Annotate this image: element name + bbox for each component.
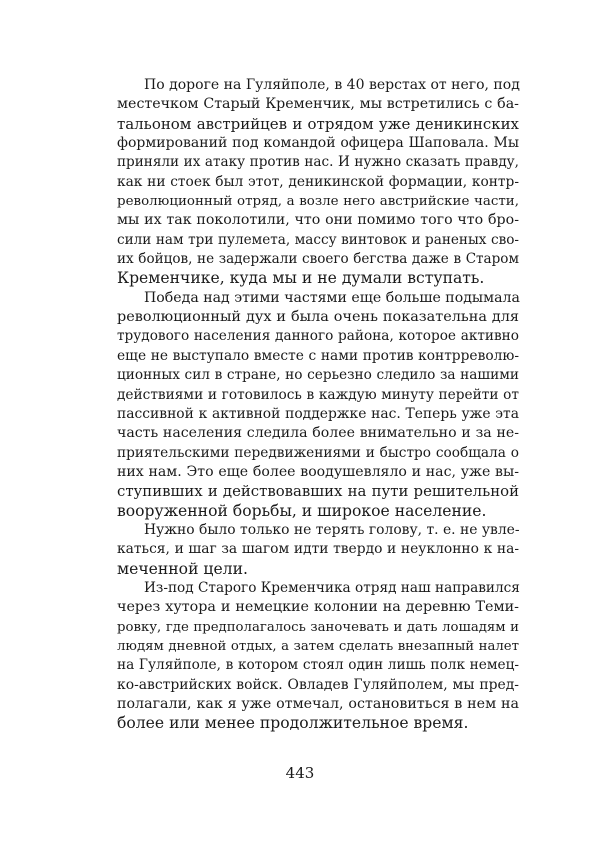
text-line: через хутора и немецкие колонии на деревню Теми-	[117, 599, 519, 616]
text-line: каться, и шаг за шагом идти твердо и неуклонно к на-	[117, 541, 519, 558]
paragraph-4	[117, 579, 519, 734]
text-line: мы их так поколотили, что они помимо того что бро-	[117, 212, 519, 229]
text-line: Нужно было только не терять голову, т. е. не увле-	[144, 521, 520, 538]
text-line: трудового населения данного района, которое активно	[117, 328, 519, 345]
text-line: пассивной к активной поддержке нас. Теперь уже эта	[117, 405, 519, 422]
text-line: действиями и готовилось в каждую минуту перейти от	[117, 386, 519, 403]
text-line: ровку, где предполагалось заночевать и дать лошадям и	[117, 619, 519, 635]
text-line: местечком Старый Кременчик, мы встретились с ба-	[117, 96, 519, 113]
text-line: ционных сил в стране, но серьезно следило за нашими	[117, 367, 519, 384]
text-line: ступивших и действовавших на пути решительной	[117, 482, 519, 501]
text-line: приняли их атаку против нас. И нужно сказать правду,	[117, 154, 519, 171]
paragraph-1	[117, 76, 519, 289]
page-number: 443	[285, 764, 315, 782]
text-line: более или менее продолжительное время.	[117, 714, 469, 733]
text-line: формирований под командой офицера Шаповала. Мы	[117, 135, 519, 152]
text-line: часть населения следила более внимательно и за не-	[117, 425, 519, 442]
text-line: ко-австрийских войск. Овладев Гуляйполем, мы пред-	[117, 676, 519, 693]
text-line: их бойцов, не задержали своего бегства даже в Старом	[117, 251, 519, 268]
body-text	[117, 76, 519, 734]
paragraph-2	[117, 289, 519, 521]
text-line: Из-под Старого Кременчика отряд наш направился	[144, 579, 520, 596]
text-line: революционный дух и была очень показательна для	[117, 309, 519, 326]
text-line: них нам. Это еще более воодушевляло и нас, уже вы-	[117, 463, 519, 480]
text-line: По дороге на Гуляйполе, в 40 верстах от него, под	[144, 77, 520, 93]
text-line: меченной цели.	[117, 559, 248, 578]
text-line: полагали, как я уже отмечал, остановиться в нем на	[117, 696, 519, 712]
text-line: сили нам три пулемета, массу винтовок и раненых сво-	[117, 231, 519, 248]
text-line: приятельскими передвижениями и быстро сообщала о	[117, 444, 519, 461]
text-line: революционный отряд, а возле него австрийские части,	[117, 194, 519, 210]
text-line: Победа над этими частями еще больше подымала	[144, 289, 520, 306]
text-line: людям дневной отдых, а затем сделать внезапный налет	[117, 638, 519, 654]
text-line: на Гуляйполе, в котором стоял один лишь полк немец-	[117, 657, 519, 674]
paragraph-3	[117, 521, 519, 579]
text-line: еще не выступало вместе с нами против контрреволю-	[117, 347, 519, 364]
text-line: тальоном австрийцев и отрядом уже деникинских	[117, 114, 519, 133]
text-line: вооруженной борьбы, и широкое население.	[117, 501, 487, 520]
text-line: как ни стоек был этот, деникинской формации, контр-	[117, 173, 519, 190]
text-line: Кременчике, куда мы и не думали вступать.	[117, 269, 485, 288]
